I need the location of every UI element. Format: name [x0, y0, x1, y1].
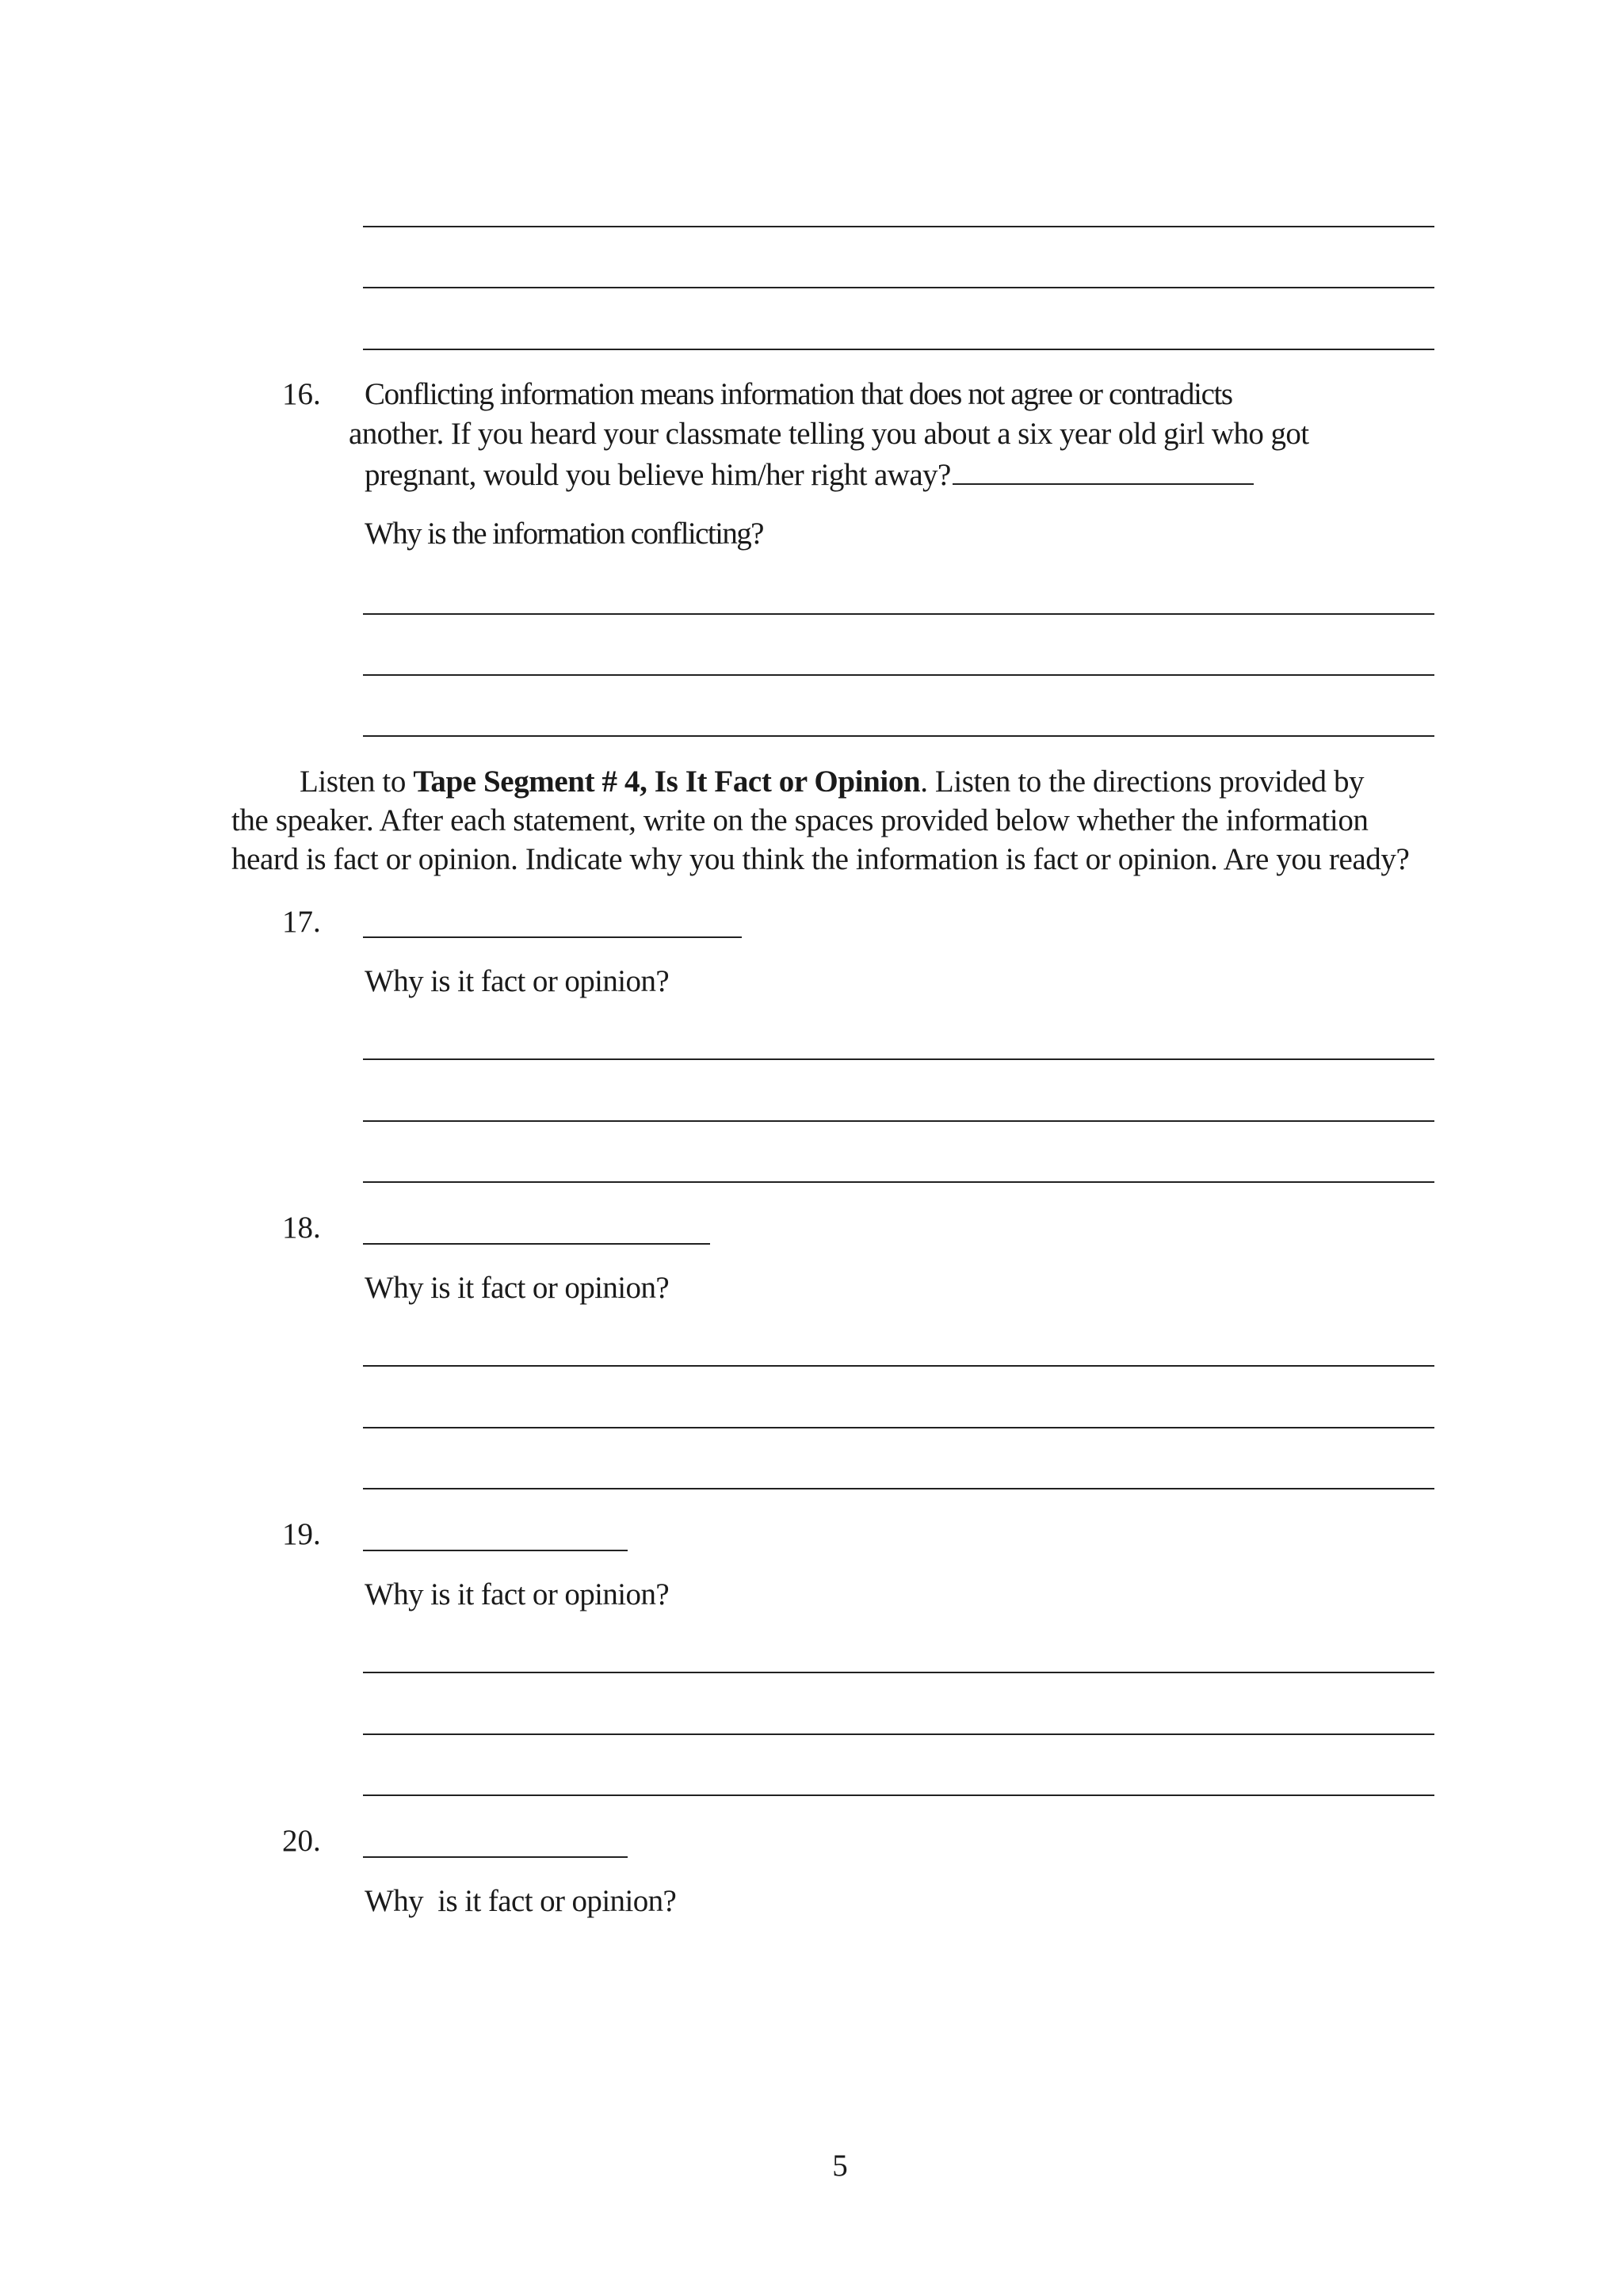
- answer-line[interactable]: [363, 735, 1434, 737]
- question-17-number: 17.: [282, 905, 321, 939]
- answer-line[interactable]: [363, 1794, 1434, 1796]
- question-20-number: 20.: [282, 1824, 321, 1858]
- question-16-question: pregnant, would you believe him/her right away?: [365, 458, 951, 492]
- answer-line[interactable]: [363, 1120, 1434, 1122]
- answer-line[interactable]: [363, 1058, 1434, 1060]
- question-16-line-1: Conflicting information means information that does not agree or contradicts: [365, 377, 1232, 411]
- answer-line[interactable]: [363, 287, 1434, 288]
- answer-line[interactable]: [363, 1181, 1434, 1183]
- question-19-answer-blank[interactable]: [363, 1550, 628, 1551]
- page-number: 5: [832, 2149, 848, 2183]
- question-19-number: 19.: [282, 1517, 321, 1551]
- instructions-part-2: . Listen to the directions provided by: [920, 765, 1365, 799]
- question-18-number: 18.: [282, 1211, 321, 1245]
- tape-segment-title: Tape Segment # 4, Is It Fact or Opinion: [413, 765, 921, 799]
- question-20-prompt: Why is it fact or opinion?: [365, 1884, 677, 1918]
- answer-line[interactable]: [363, 1733, 1434, 1735]
- question-16-number: 16.: [282, 377, 321, 411]
- question-18-prompt: Why is it fact or opinion?: [365, 1271, 670, 1305]
- answer-line[interactable]: [363, 1488, 1434, 1489]
- instructions-line-3: heard is fact or opinion. Indicate why you think the information is fact or opinion. Are you ready?: [231, 842, 1410, 876]
- instructions-line-2: the speaker. After each statement, write on the spaces provided below whether the information: [231, 803, 1369, 837]
- question-20-answer-blank[interactable]: [363, 1856, 628, 1858]
- answer-line[interactable]: [363, 1365, 1434, 1367]
- instructions-line-1: [231, 762, 1444, 801]
- question-16-line-3: [365, 455, 1254, 494]
- question-18-answer-blank[interactable]: [363, 1243, 710, 1245]
- answer-line[interactable]: [363, 349, 1434, 350]
- answer-line[interactable]: [363, 226, 1434, 227]
- question-17-answer-blank[interactable]: [363, 936, 742, 938]
- question-16-prompt: Why is the information conflicting?: [365, 517, 763, 551]
- question-16-answer-blank[interactable]: [953, 455, 1254, 485]
- answer-line[interactable]: [363, 613, 1434, 615]
- answer-line[interactable]: [363, 1427, 1434, 1428]
- question-16-line-2: another. If you heard your classmate telling you about a six year old girl who got: [349, 417, 1309, 451]
- instructions-part-1: Listen to: [300, 765, 414, 799]
- question-19-prompt: Why is it fact or opinion?: [365, 1577, 670, 1611]
- instructions-paragraph: [231, 762, 1444, 879]
- answer-line[interactable]: [363, 674, 1434, 676]
- answer-line[interactable]: [363, 1672, 1434, 1673]
- question-17-prompt: Why is it fact or opinion?: [365, 964, 670, 998]
